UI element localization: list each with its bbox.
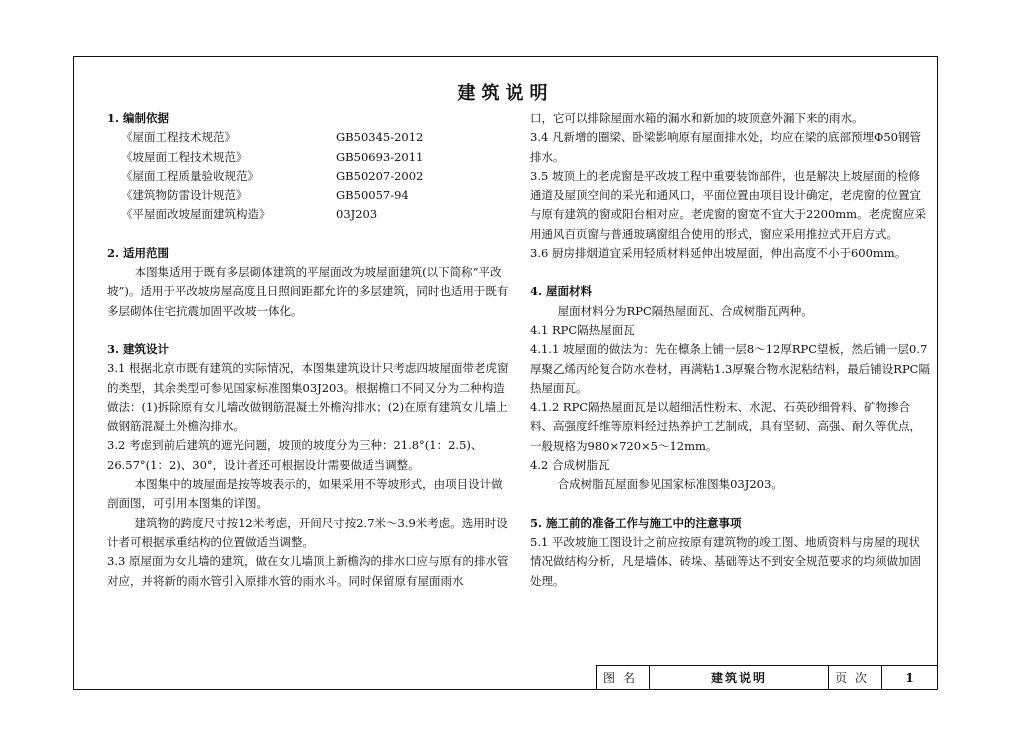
reference-code: 03J203 — [336, 207, 378, 222]
section-heading: 3. 建筑设计 — [107, 341, 170, 356]
section-heading: 1. 编制依据 — [107, 111, 170, 125]
reference-item — [107, 128, 509, 147]
reference-item — [107, 186, 509, 205]
paragraph: 本图集适用于既有多层砌体建筑的平屋面改为坡屋面建筑(以下简称“平改坡”)。适用于平改坡房屋高度且日照间距都允许的多层建筑，同时也适用于既有多层砌体住宅抗震加固平改坡一体化。 — [107, 265, 509, 318]
reference-name: 《坡屋面工程技术规范》 — [121, 149, 248, 164]
drawing-name-label: 图名 — [597, 666, 650, 689]
page-number-label: 页次 — [829, 666, 882, 689]
drawing-sheet — [73, 56, 938, 690]
paragraph: 3.6 厨房排烟道宜采用轻质材料延伸出坡屋面，伸出高度不小于600mm。 — [530, 246, 907, 261]
paragraph: 屋面材料分为RPC隔热屋面瓦、合成树脂瓦两种。 — [557, 303, 813, 318]
paragraph: 3.2 考虑到前后建筑的遮光问题，坡顶的坡度分为三种：21.8°(1：2.5)、26.57°(1：2)、30°，设计者还可根据设计需要做适当调整。 — [107, 438, 483, 472]
reference-code: GB50057-94 — [336, 188, 409, 203]
paragraph: 3.5 坡顶上的老虎窗是平改坡工程中重要装饰部件，也是解决上坡屋面的检修通道及屋顶空间的采光和通风口，平面位置由项目设计确定，老虎窗的位置宜与原有建筑的窗或阳台相对应。老虎窗的窗宽不宜大于2200mm。老虎窗应采用通风百页窗与普通玻璃窗组合使用的形式，窗应采用推拉式开启方式。 — [530, 168, 927, 241]
paragraph: 4.1.1 坡屋面的做法为：先在檩条上铺一层8～12厚RPC望板，然后铺一层0.7厚聚乙烯丙纶复合防水卷材，再满粘1.3厚聚合物水泥粘结料，最后铺设RPC隔热屋面瓦。 — [530, 342, 930, 395]
section-heading: 4. 屋面材料 — [530, 284, 593, 299]
reference-list — [107, 128, 509, 224]
reference-name: 《建筑物防雷设计规范》 — [121, 188, 248, 203]
reference-item — [107, 148, 509, 167]
subsection-heading: 4.2 合成树脂瓦 — [530, 458, 610, 473]
reference-code: GB50345-2012 — [336, 130, 424, 145]
right-column — [530, 109, 930, 591]
paragraph: 建筑物的跨度尺寸按12米考虑，开间尺寸按2.7米～3.9米考虑。选用时设计者可根据承重结构的位置做适当调整。 — [107, 515, 508, 549]
reference-item — [107, 167, 509, 186]
paragraph: 5.1 平改坡施工图设计之前应按原有建筑物的竣工图、地质资料与房屋的现状情况做结构分析，凡是墙体、砖垛、基础等达不到安全规范要求的均须做加固处理。 — [530, 534, 921, 588]
section-heading: 2. 适用范围 — [107, 245, 170, 260]
page-title: 建筑说明 — [457, 83, 554, 104]
reference-item — [107, 205, 509, 224]
paragraph: 合成树脂瓦屋面参见国家标准图集03J203。 — [557, 477, 783, 492]
title-block — [596, 665, 937, 689]
reference-name: 《屋面工程技术规范》 — [121, 130, 236, 145]
left-column — [107, 109, 509, 591]
reference-name: 《屋面工程质量验收规范》 — [121, 168, 259, 183]
reference-code: GB50693-2011 — [336, 149, 424, 164]
section-heading: 5. 施工前的准备工作与施工中的注意事项 — [530, 515, 742, 530]
subsection-heading: 4.1 RPC隔热屋面瓦 — [530, 322, 635, 337]
drawing-name: 建筑说明 — [650, 666, 829, 689]
paragraph: 3.3 原屋面为女儿墙的建筑，做在女儿墙顶上新檐沟的排水口应与原有的排水管对应，并将新的雨水管引入原排水管的雨水斗。同时保留原有屋面雨水 — [107, 554, 509, 588]
paragraph: 4.1.2 RPC隔热屋面瓦是以超细活性粉末、水泥、石英砂细骨料、矿物掺合料、高强度纤维等原料经过热养护工艺制成，具有坚韧、高强、耐久等优点，一般规格为980×720×5～12mm。 — [530, 400, 921, 453]
page-number: 1 — [905, 670, 914, 685]
paragraph: 口，它可以排除屋面水箱的漏水和新加的坡顶意外漏下来的雨水。 — [530, 111, 864, 125]
paragraph: 3.1 根据北京市既有建筑的实际情况，本图集建筑设计只考虑四坡屋面带老虎窗的类型，其余类型可参见国家标准图集03J203。根据檐口不同又分为二种构造做法：(1)拆除原有女儿墙改做钢筋混凝土外檐沟排水；(2)在原有建筑女儿墙上做钢筋混凝土外檐沟排水。 — [107, 361, 509, 434]
reference-name: 《平屋面改坡屋面建筑构造》 — [121, 207, 271, 222]
paragraph: 3.4 凡新增的圈梁、卧梁影响原有屋面排水处，均应在梁的底部预埋Φ50钢管排水。 — [530, 130, 922, 164]
reference-code: GB50207-2002 — [336, 168, 424, 183]
paragraph: 本图集中的坡屋面是按等坡表示的，如果采用不等坡形式，由项目设计做剖面图，可引用本图集的详图。 — [107, 477, 503, 511]
